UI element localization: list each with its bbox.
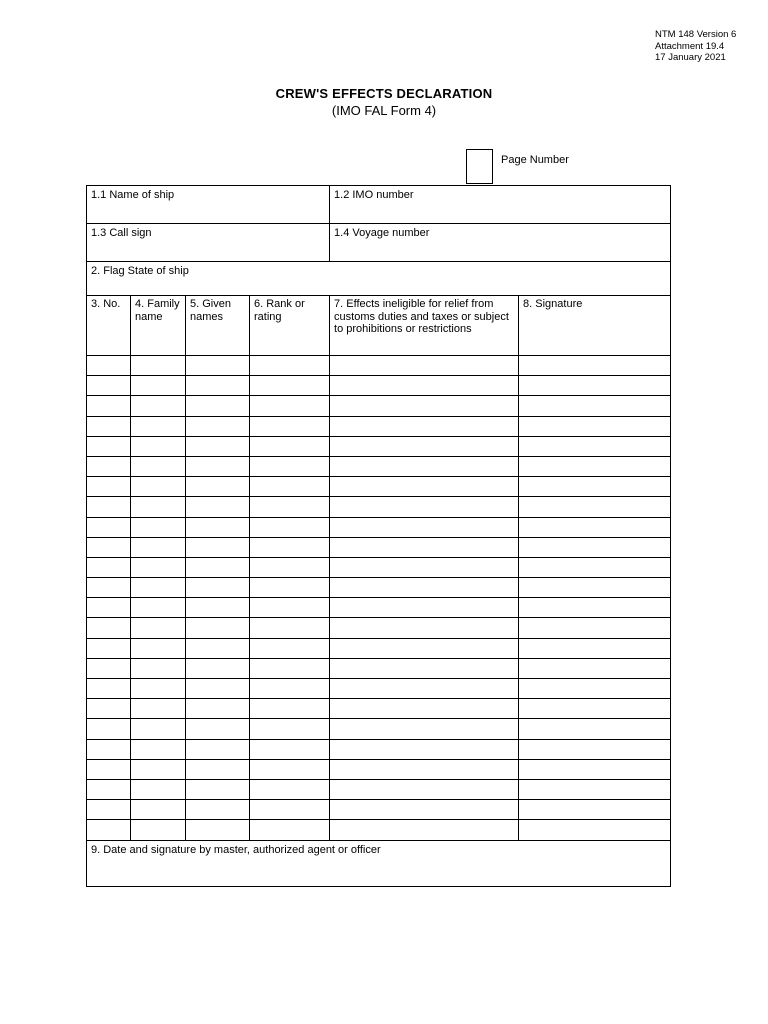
entry-given-names-cell[interactable] <box>186 436 250 456</box>
entry-rank-cell[interactable] <box>250 820 330 840</box>
entry-signature-cell[interactable] <box>519 416 671 436</box>
reference-line-1: NTM 148 Version 6 <box>655 29 737 40</box>
entry-given-names-cell[interactable] <box>186 557 250 577</box>
entry-given-names-cell[interactable] <box>186 618 250 638</box>
entry-given-names-cell[interactable] <box>186 456 250 476</box>
entry-no-cell[interactable] <box>87 820 131 840</box>
entry-no-cell[interactable] <box>87 356 131 376</box>
entry-given-names-cell[interactable] <box>186 416 250 436</box>
entry-signature-cell[interactable] <box>519 436 671 456</box>
entry-signature-cell[interactable] <box>519 638 671 658</box>
entry-signature-cell[interactable] <box>519 537 671 557</box>
entry-effects-cell[interactable] <box>330 820 519 840</box>
entry-no-cell[interactable] <box>87 699 131 719</box>
entry-effects-cell[interactable] <box>330 497 519 517</box>
entry-rank-cell[interactable] <box>250 679 330 699</box>
entry-given-names-cell[interactable] <box>186 800 250 820</box>
entry-family-name-cell[interactable] <box>131 618 186 638</box>
entry-no-cell[interactable] <box>87 436 131 456</box>
page-number-label: Page Number <box>501 154 569 166</box>
entry-family-name-cell[interactable] <box>131 456 186 476</box>
entry-family-name-cell[interactable] <box>131 699 186 719</box>
entry-no-cell[interactable] <box>87 679 131 699</box>
entry-signature-cell[interactable] <box>519 396 671 416</box>
entry-family-name-cell[interactable] <box>131 376 186 396</box>
entry-no-cell[interactable] <box>87 416 131 436</box>
entry-no-cell[interactable] <box>87 779 131 799</box>
entry-effects-cell[interactable] <box>330 618 519 638</box>
entry-given-names-cell[interactable] <box>186 679 250 699</box>
entry-rank-cell[interactable] <box>250 497 330 517</box>
entry-rank-cell[interactable] <box>250 376 330 396</box>
column-header-given-names: 5. Given names <box>186 296 250 356</box>
table-row <box>87 396 671 416</box>
entry-family-name-cell[interactable] <box>131 779 186 799</box>
entry-signature-cell[interactable] <box>519 779 671 799</box>
table-row <box>87 456 671 476</box>
entry-rank-cell[interactable] <box>250 638 330 658</box>
entry-family-name-cell[interactable] <box>131 719 186 739</box>
entry-family-name-cell[interactable] <box>131 800 186 820</box>
entry-signature-cell[interactable] <box>519 477 671 497</box>
table-row <box>87 477 671 497</box>
flag-state-field[interactable]: 2. Flag State of ship <box>87 262 671 296</box>
entry-no-cell[interactable] <box>87 800 131 820</box>
entry-given-names-cell[interactable] <box>186 578 250 598</box>
entry-signature-cell[interactable] <box>519 517 671 537</box>
entry-effects-cell[interactable] <box>330 436 519 456</box>
table-row <box>87 557 671 577</box>
entry-rank-cell[interactable] <box>250 396 330 416</box>
entry-signature-cell[interactable] <box>519 376 671 396</box>
table-row <box>87 638 671 658</box>
entry-rank-cell[interactable] <box>250 779 330 799</box>
entry-effects-cell[interactable] <box>330 719 519 739</box>
entry-given-names-cell[interactable] <box>186 779 250 799</box>
entry-no-cell[interactable] <box>87 578 131 598</box>
entry-effects-cell[interactable] <box>330 800 519 820</box>
entry-effects-cell[interactable] <box>330 638 519 658</box>
page-number-field[interactable] <box>466 149 493 184</box>
entry-no-cell[interactable] <box>87 658 131 678</box>
entry-rank-cell[interactable] <box>250 436 330 456</box>
entry-signature-cell[interactable] <box>519 759 671 779</box>
table-row <box>87 356 671 376</box>
entry-signature-cell[interactable] <box>519 557 671 577</box>
table-row <box>87 537 671 557</box>
entry-effects-cell[interactable] <box>330 356 519 376</box>
entry-family-name-cell[interactable] <box>131 820 186 840</box>
entry-given-names-cell[interactable] <box>186 719 250 739</box>
form-title: CREW'S EFFECTS DECLARATION <box>275 86 493 101</box>
entry-signature-cell[interactable] <box>519 658 671 678</box>
entry-no-cell[interactable] <box>87 557 131 577</box>
entry-rank-cell[interactable] <box>250 759 330 779</box>
entry-rank-cell[interactable] <box>250 477 330 497</box>
entry-effects-cell[interactable] <box>330 416 519 436</box>
entry-given-names-cell[interactable] <box>186 598 250 618</box>
entry-rank-cell[interactable] <box>250 618 330 638</box>
column-header-family-name: 4. Family name <box>131 296 186 356</box>
entry-effects-cell[interactable] <box>330 396 519 416</box>
entry-given-names-cell[interactable] <box>186 820 250 840</box>
form-subtitle: (IMO FAL Form 4) <box>331 103 437 118</box>
entry-rank-cell[interactable] <box>250 699 330 719</box>
entry-signature-cell[interactable] <box>519 456 671 476</box>
entry-family-name-cell[interactable] <box>131 638 186 658</box>
entry-family-name-cell[interactable] <box>131 396 186 416</box>
footer-row <box>87 840 671 886</box>
flag-state-row <box>87 262 671 296</box>
table-row <box>87 598 671 618</box>
entry-family-name-cell[interactable] <box>131 497 186 517</box>
table-row <box>87 618 671 638</box>
table-row <box>87 739 671 759</box>
entry-signature-cell[interactable] <box>519 578 671 598</box>
entry-given-names-cell[interactable] <box>186 638 250 658</box>
column-header-effects: 7. Effects ineligible for relief from customs duties and taxes or subject to prohibitions or restrictions <box>330 296 519 356</box>
entry-no-cell[interactable] <box>87 517 131 537</box>
entry-signature-cell[interactable] <box>519 356 671 376</box>
entry-effects-cell[interactable] <box>330 578 519 598</box>
crew-effects-form <box>86 185 671 887</box>
entry-no-cell[interactable] <box>87 598 131 618</box>
entry-signature-cell[interactable] <box>519 679 671 699</box>
column-header-no: 3. No. <box>87 296 131 356</box>
entry-signature-cell[interactable] <box>519 699 671 719</box>
entry-no-cell[interactable] <box>87 477 131 497</box>
entry-family-name-cell[interactable] <box>131 416 186 436</box>
column-header-rank: 6. Rank or rating <box>250 296 330 356</box>
entry-family-name-cell[interactable] <box>131 436 186 456</box>
ship-info-row <box>87 186 671 224</box>
entry-rank-cell[interactable] <box>250 517 330 537</box>
entry-family-name-cell[interactable] <box>131 578 186 598</box>
call-sign-field[interactable]: 1.3 Call sign <box>87 224 330 262</box>
table-row <box>87 517 671 537</box>
entry-no-cell[interactable] <box>87 376 131 396</box>
entry-effects-cell[interactable] <box>330 537 519 557</box>
column-header-signature: 8. Signature <box>519 296 671 356</box>
entry-rank-cell[interactable] <box>250 578 330 598</box>
table-row <box>87 416 671 436</box>
entry-given-names-cell[interactable] <box>186 699 250 719</box>
entry-effects-cell[interactable] <box>330 779 519 799</box>
entry-family-name-cell[interactable] <box>131 477 186 497</box>
entry-given-names-cell[interactable] <box>186 477 250 497</box>
entry-no-cell[interactable] <box>87 396 131 416</box>
entry-effects-cell[interactable] <box>330 739 519 759</box>
entry-no-cell[interactable] <box>87 759 131 779</box>
entry-rank-cell[interactable] <box>250 557 330 577</box>
entry-effects-cell[interactable] <box>330 759 519 779</box>
entry-family-name-cell[interactable] <box>131 517 186 537</box>
entry-given-names-cell[interactable] <box>186 356 250 376</box>
entry-rank-cell[interactable] <box>250 719 330 739</box>
entry-given-names-cell[interactable] <box>186 376 250 396</box>
entry-family-name-cell[interactable] <box>131 557 186 577</box>
entry-effects-cell[interactable] <box>330 598 519 618</box>
entry-no-cell[interactable] <box>87 497 131 517</box>
table-row <box>87 658 671 678</box>
entry-rank-cell[interactable] <box>250 800 330 820</box>
entry-rank-cell[interactable] <box>250 537 330 557</box>
entry-given-names-cell[interactable] <box>186 759 250 779</box>
call-sign-row <box>87 224 671 262</box>
entry-given-names-cell[interactable] <box>186 396 250 416</box>
entry-rank-cell[interactable] <box>250 416 330 436</box>
entry-no-cell[interactable] <box>87 638 131 658</box>
entry-given-names-cell[interactable] <box>186 517 250 537</box>
entry-given-names-cell[interactable] <box>186 739 250 759</box>
table-row <box>87 759 671 779</box>
document-reference <box>655 29 736 64</box>
entry-given-names-cell[interactable] <box>186 658 250 678</box>
entry-family-name-cell[interactable] <box>131 598 186 618</box>
table-row <box>87 719 671 739</box>
entry-effects-cell[interactable] <box>330 477 519 497</box>
entry-family-name-cell[interactable] <box>131 356 186 376</box>
entry-given-names-cell[interactable] <box>186 497 250 517</box>
entry-effects-cell[interactable] <box>330 456 519 476</box>
table-row <box>87 578 671 598</box>
entry-no-cell[interactable] <box>87 456 131 476</box>
entry-no-cell[interactable] <box>87 739 131 759</box>
ship-name-field[interactable]: 1.1 Name of ship <box>87 186 330 224</box>
table-row <box>87 820 671 840</box>
entry-rank-cell[interactable] <box>250 356 330 376</box>
table-row <box>87 800 671 820</box>
entry-signature-cell[interactable] <box>519 618 671 638</box>
entry-effects-cell[interactable] <box>330 679 519 699</box>
entry-rank-cell[interactable] <box>250 658 330 678</box>
reference-line-2: Attachment 19.4 <box>655 40 725 52</box>
entry-no-cell[interactable] <box>87 618 131 638</box>
entry-signature-cell[interactable] <box>519 739 671 759</box>
entry-no-cell[interactable] <box>87 719 131 739</box>
entry-family-name-cell[interactable] <box>131 739 186 759</box>
entry-rank-cell[interactable] <box>250 456 330 476</box>
table-row <box>87 436 671 456</box>
entry-signature-cell[interactable] <box>519 719 671 739</box>
entry-effects-cell[interactable] <box>330 376 519 396</box>
imo-number-field[interactable]: 1.2 IMO number <box>330 186 671 224</box>
table-header-row <box>87 296 671 356</box>
entry-family-name-cell[interactable] <box>131 679 186 699</box>
entry-signature-cell[interactable] <box>519 800 671 820</box>
table-row <box>87 376 671 396</box>
entry-signature-cell[interactable] <box>519 497 671 517</box>
entry-family-name-cell[interactable] <box>131 658 186 678</box>
entry-no-cell[interactable] <box>87 537 131 557</box>
entry-rank-cell[interactable] <box>250 598 330 618</box>
voyage-number-field[interactable]: 1.4 Voyage number <box>330 224 671 262</box>
table-row <box>87 497 671 517</box>
entry-signature-cell[interactable] <box>519 820 671 840</box>
entry-effects-cell[interactable] <box>330 557 519 577</box>
entry-effects-cell[interactable] <box>330 699 519 719</box>
entry-rank-cell[interactable] <box>250 739 330 759</box>
entry-family-name-cell[interactable] <box>131 759 186 779</box>
table-row <box>87 699 671 719</box>
entry-effects-cell[interactable] <box>330 517 519 537</box>
master-signature-field[interactable]: 9. Date and signature by master, authorized agent or officer <box>87 840 671 886</box>
reference-line-3: 17 January 2021 <box>655 52 726 63</box>
table-row <box>87 779 671 799</box>
entry-given-names-cell[interactable] <box>186 537 250 557</box>
entry-signature-cell[interactable] <box>519 598 671 618</box>
entry-effects-cell[interactable] <box>330 658 519 678</box>
table-row <box>87 679 671 699</box>
entry-family-name-cell[interactable] <box>131 537 186 557</box>
